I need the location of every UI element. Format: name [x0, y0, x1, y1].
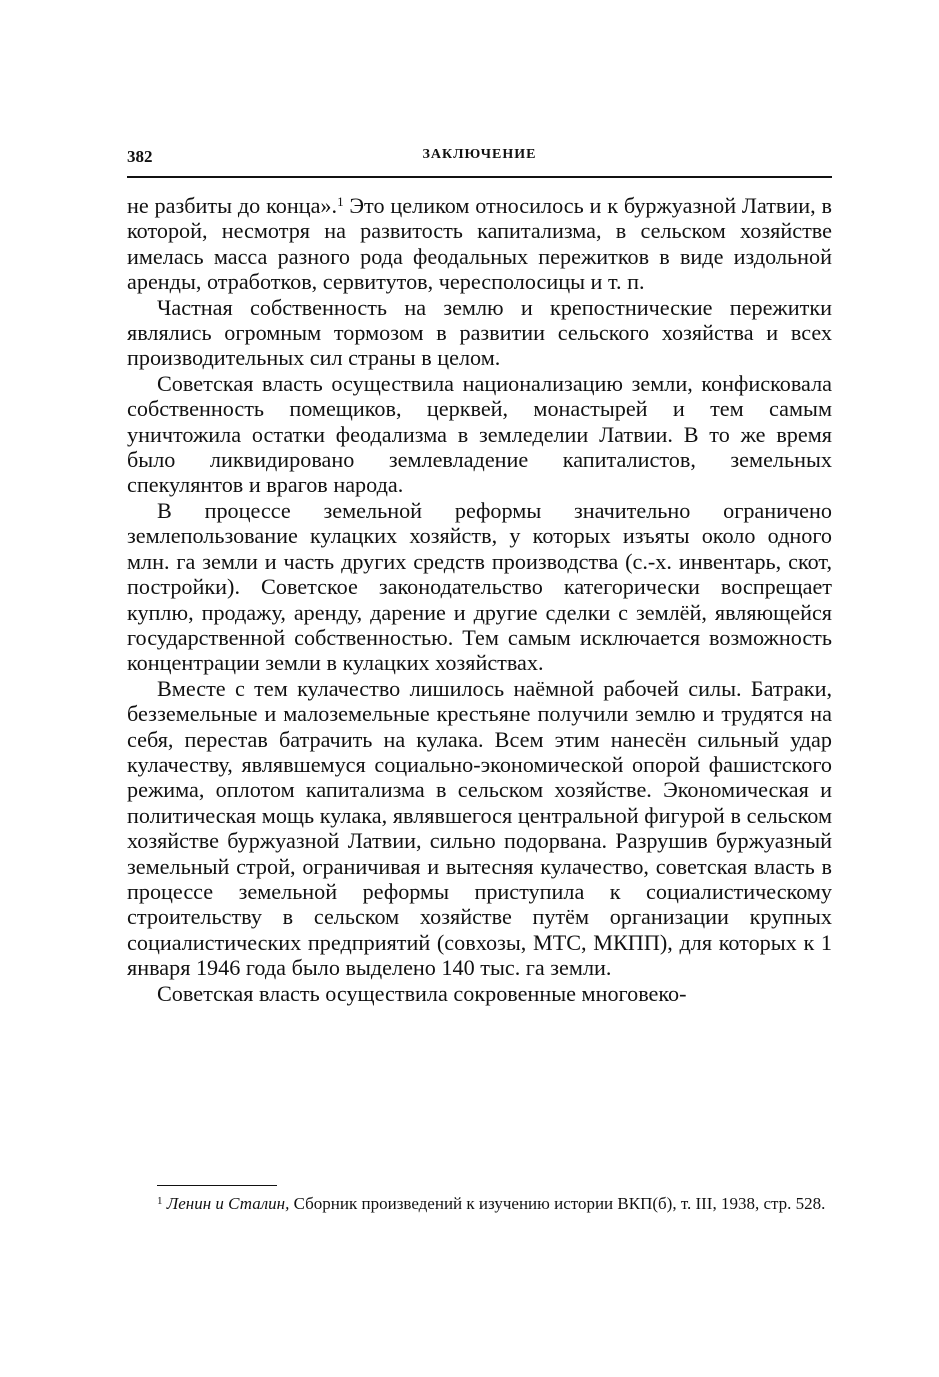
footnote-reference: 1 [337, 194, 344, 209]
main-text [127, 193, 832, 1006]
page-header [127, 145, 832, 169]
footnote [127, 1193, 832, 1215]
header-rule [127, 176, 832, 178]
footnote-rule [157, 1185, 277, 1186]
paragraph-3: Советская власть осуществила национализацию земли, конфисковала собственность помещиков, церквей, монастырей и тем самым уничтожила остатки феодализма в земледелии Латвии. В то же время было ликвидировано землевладение капиталистов, земельных спекулянтов и врагов народа. [127, 370, 832, 498]
paragraph-2: Частная собственность на землю и крепостнические пережитки являлись огромным тормозом в развитии сельского хозяйства и всех производительных сил страны в целом. [127, 294, 832, 371]
paragraph-5: Вместе с тем кулачество лишилось наёмной рабочей силы. Батраки, безземельные и малоземельные крестьяне получили землю и трудятся на себя, перестав батрачить на кулака. Всем этим нанесён сильный удар кулачеству, являвшемуся социально-экономической опорой фашистского режима, оплотом капитализма в сельском хозяйстве. Экономическая и политическая мощь кулака, являвшегося центральной фигурой в сельском хозяйстве буржуазной Латвии, сильно подорвана. Разрушив буржуазный земельный строй, ограничивая и вытесняя кулачество, советская власть в процессе земельной реформы приступила к социалистическому строительству в сельском хозяйстве путём организации крупных социалистических предприятий (совхозы, МТС, МКПП), для которых к 1 января 1946 года было выделено 140 тыс. га земли. [127, 675, 832, 981]
running-title: ЗАКЛЮЧЕНИЕ [422, 147, 537, 162]
page-number: 382 [127, 147, 153, 166]
paragraph-1: не разбиты до конца».$^1$ Это целиком относилось и к буржуазной Латвии, в которой, несмотря на развитость капитализма, в сельском хозяйстве имелась масса разного рода феодальных пережитков в виде издольной аренды, отработков, сервитутов, чересполосицы и т. п. [127, 193, 833, 295]
paragraph-6: Советская власть осуществила сокровенные многовеко- [157, 980, 687, 1006]
footnote-marker: 1 [157, 1195, 163, 1207]
paragraph-4: В процессе земельной реформы значительно ограничено землепользование кулацких хозяйств, у которых изъяты около одного млн. га земли и часть других средств производства (с.-х. инвентарь, скот, постройки). Советское законодательство категорически воспрещает куплю, продажу, аренду, дарение и другие сделки с землёй, являющейся государственной собственностью. Тем самым исключается возможность концентрации земли в кулацких хозяйствах. [127, 497, 832, 676]
footnote-text: Сборник произведений к изучению истории ВКП(б), т. III, 1938, стр. 528. [289, 1194, 826, 1213]
footnote-authors: Ленин и Сталин, [166, 1194, 290, 1213]
